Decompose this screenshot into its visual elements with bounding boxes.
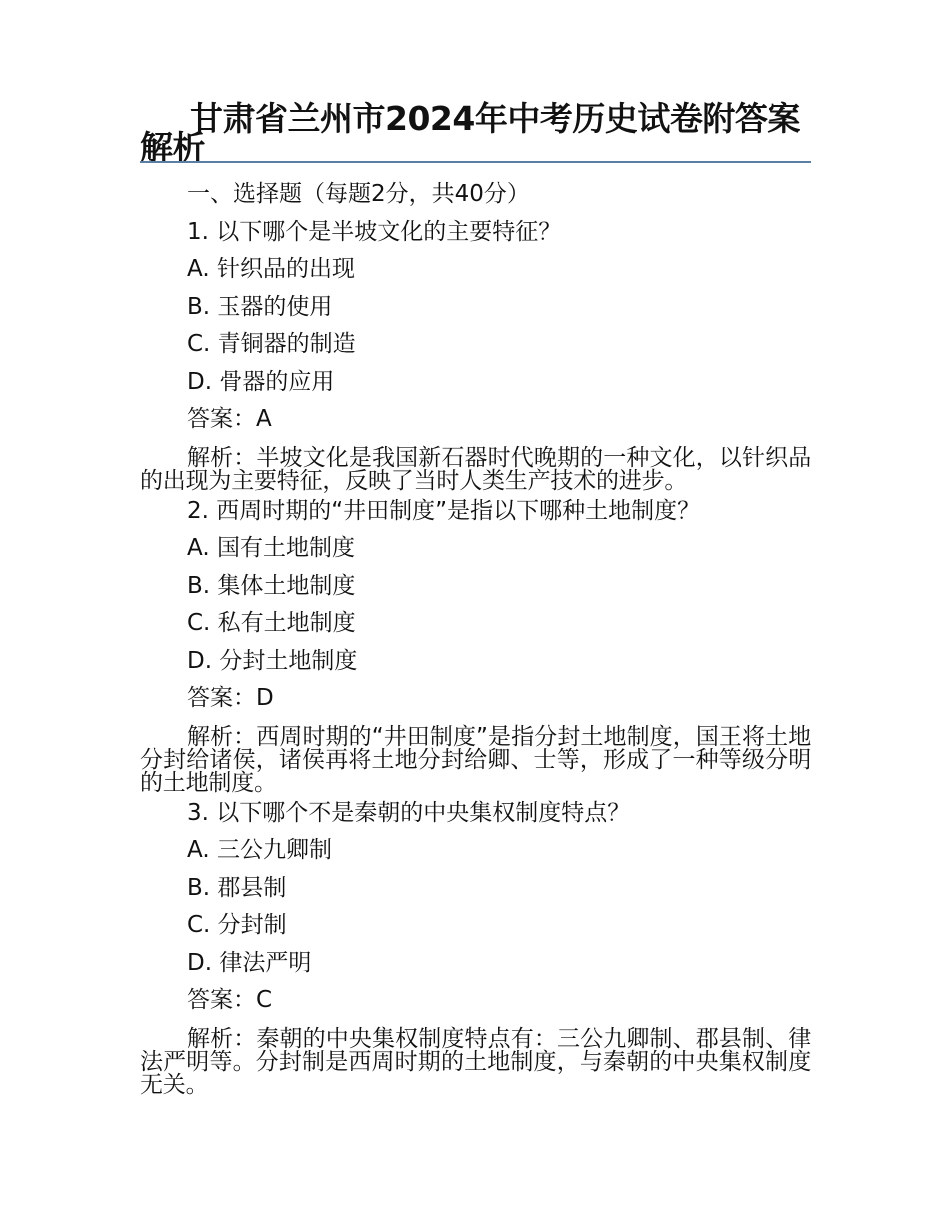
option-a: A. 国有土地制度 xyxy=(187,535,355,561)
option-c: C. 私有土地制度 xyxy=(187,610,356,636)
option-b: B. 郡县制 xyxy=(187,874,287,901)
option-d: D. 骨器的应用 xyxy=(187,368,335,395)
analysis-text: 解析：秦朝的中央集权制度特点有：三公九卿制、郡县制、律法严明等。分封制是西周时期的土地制度，与秦朝的中央集权制度无关。 xyxy=(140,1025,811,1098)
analysis-text: 解析：西周时期的“井田制度”是指分封土地制度，国王将土地分封给诸侯，诸侯再将土地分封给卿、士等，形成了一种等级分明的土地制度。 xyxy=(140,723,811,796)
answer-text: 答案：D xyxy=(187,685,274,711)
question-block xyxy=(140,493,811,795)
document-title: 甘肃省兰州市2024年中考历史试卷附答案解析 xyxy=(140,99,800,167)
option-a: A. 三公九卿制 xyxy=(187,837,332,863)
option-c: C. 青铜器的制造 xyxy=(187,331,356,357)
option-b: B. 集体土地制度 xyxy=(187,572,356,599)
option-c: C. 分封制 xyxy=(187,912,287,938)
analysis-text: 解析：半坡文化是我国新石器时代晚期的一种文化，以针织品的出现为主要特征，反映了当时人类生产技术的进步。 xyxy=(140,444,811,494)
answer-text: 答案：C xyxy=(187,987,273,1013)
title-underline xyxy=(140,161,811,163)
question-text: 3. 以下哪个不是秦朝的中央集权制度特点？ xyxy=(187,799,631,826)
question-text: 2. 西周时期的“井田制度”是指以下哪种土地制度？ xyxy=(187,497,701,524)
document-body xyxy=(140,176,811,1097)
section-heading: 一、选择题（每题2分，共40分） xyxy=(187,181,530,207)
question-block xyxy=(140,795,811,1097)
question-block xyxy=(140,214,811,493)
question-text: 1. 以下哪个是半坡文化的主要特征？ xyxy=(187,218,562,245)
option-d: D. 律法严明 xyxy=(187,949,312,976)
option-a: A. 针织品的出现 xyxy=(187,256,355,282)
answer-text: 答案：A xyxy=(187,406,272,432)
option-b: B. 玉器的使用 xyxy=(187,293,333,320)
option-d: D. 分封土地制度 xyxy=(187,647,358,674)
